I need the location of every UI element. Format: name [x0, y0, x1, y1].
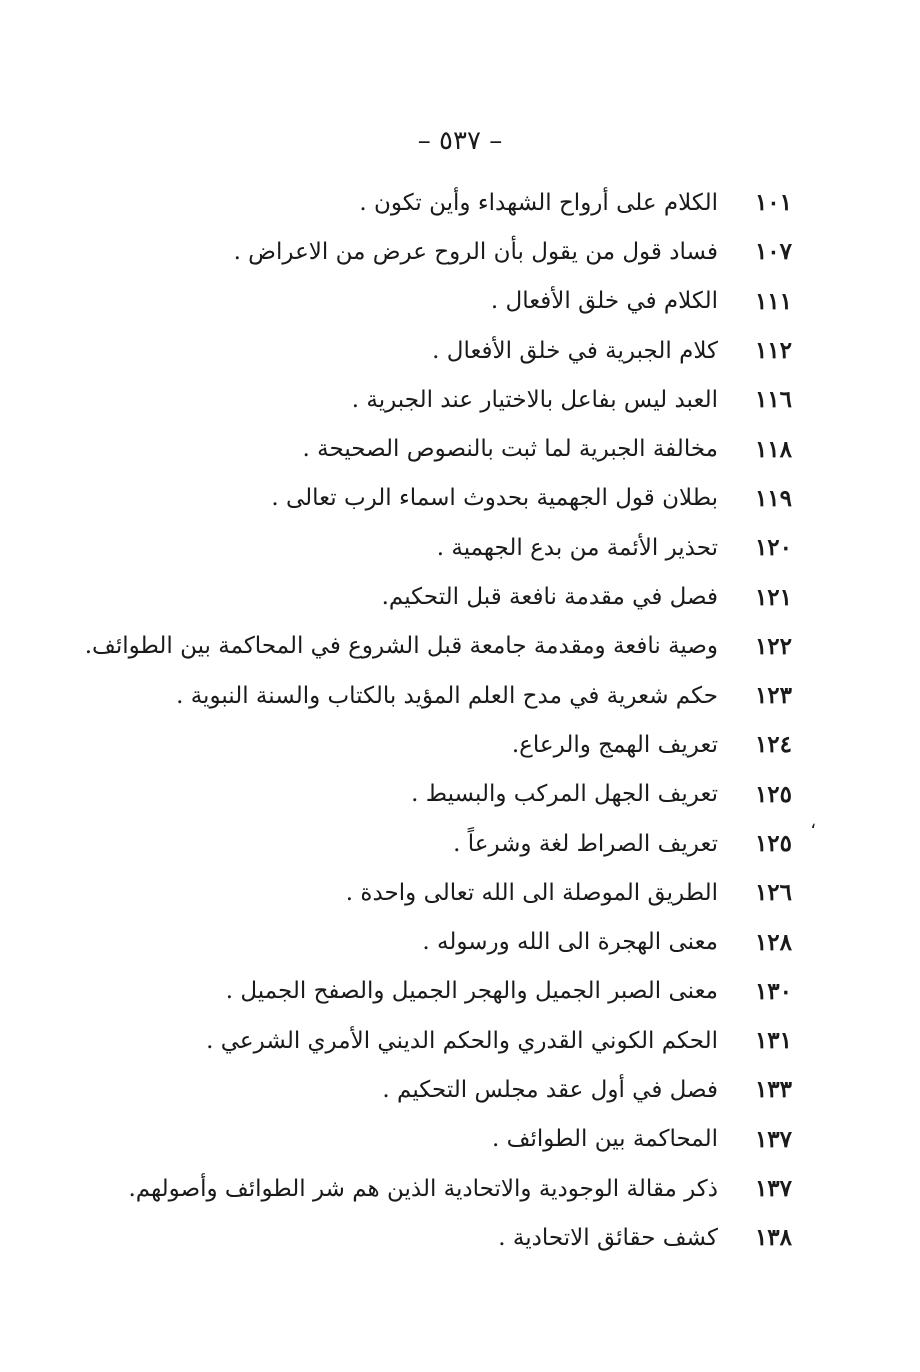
toc-row	[52, 868, 792, 917]
toc-title: تعريف الجهل المركب والبسيط .	[411, 781, 718, 808]
toc-row	[52, 523, 792, 572]
toc-page-number: ١٠٧	[754, 238, 792, 266]
toc-row	[52, 622, 792, 671]
page-number: – ٥٣٧ –	[417, 126, 503, 156]
toc-row	[52, 375, 792, 424]
toc-title: بطلان قول الجهمية بحدوث اسماء الرب تعالى .	[271, 485, 718, 512]
toc-row	[52, 917, 792, 966]
toc-title: الكلام في خلق الأفعال .	[490, 288, 718, 315]
toc-page-number: ١٢١	[754, 583, 792, 611]
toc-row	[52, 819, 792, 868]
toc-page-number: ١١٨	[754, 435, 792, 463]
toc-page-number: ١٢٠	[754, 534, 792, 562]
toc-title: معنى الهجرة الى الله ورسوله .	[422, 929, 718, 956]
toc-title: الطريق الموصلة الى الله تعالى واحدة .	[345, 879, 718, 906]
toc-title: الكلام على أرواح الشهداء وأين تكون .	[359, 189, 718, 216]
toc-page-number: ١٣٧	[754, 1125, 792, 1153]
toc-row	[52, 178, 792, 227]
toc-row	[52, 671, 792, 720]
toc-page-number: ١٣٨	[754, 1224, 792, 1252]
toc-page-number: ١١٢	[754, 337, 792, 365]
toc-title: مخالفة الجبرية لما ثبت بالنصوص الصحيحة .	[302, 436, 718, 463]
toc-title: حكم شعرية في مدح العلم المؤيد بالكتاب والسنة النبوية .	[176, 682, 718, 709]
toc-row	[52, 770, 792, 819]
table-of-contents	[52, 178, 792, 1263]
toc-title: كلام الجبرية في خلق الأفعال .	[432, 337, 718, 364]
toc-page-number: ١٣٣	[754, 1076, 792, 1104]
toc-page-number: ١٢٥	[754, 830, 792, 857]
toc-row	[52, 1213, 792, 1262]
toc-page-number: ١٣١	[754, 1027, 792, 1055]
toc-title: كشف حقائق الاتحادية .	[498, 1224, 718, 1251]
toc-title: تحذير الأئمة من بدع الجهمية .	[436, 534, 718, 561]
toc-row	[52, 1164, 792, 1213]
toc-page-number: ١٣٠	[754, 977, 792, 1005]
toc-row	[52, 1016, 792, 1065]
toc-row	[52, 572, 792, 621]
toc-page-number: ١١١	[754, 287, 792, 315]
toc-title: العبد ليس بفاعل بالاختيار عند الجبرية .	[351, 386, 718, 413]
toc-title: تعريف الصراط لغة وشرعاً .	[453, 830, 718, 857]
toc-row	[52, 720, 792, 769]
toc-title: وصية نافعة ومقدمة جامعة قبل الشروع في المحاكمة بين الطوائف.	[84, 633, 718, 660]
toc-page-number: ١٢٤	[754, 731, 792, 759]
toc-page-number: ١٢٨	[754, 928, 792, 956]
toc-page-number: ١٢٣	[754, 682, 792, 710]
toc-page-number: ١٢٦	[754, 879, 792, 907]
toc-title: ذكر مقالة الوجودية والاتحادية الذين هم شر الطوائف وأصولهم.	[128, 1175, 718, 1202]
toc-row	[52, 1065, 792, 1114]
toc-page-number: ١١٩	[754, 484, 792, 512]
toc-title: تعريف الهمج والرعاع.	[511, 731, 718, 758]
toc-page-number: ١٣٧	[754, 1175, 792, 1203]
toc-page-number: ١٢٥	[754, 780, 792, 808]
toc-page-number: ١١٦	[754, 386, 792, 414]
toc-row	[52, 227, 792, 276]
toc-row	[52, 424, 792, 473]
toc-row	[52, 277, 792, 326]
toc-row	[52, 1115, 792, 1164]
toc-title: فصل في أول عقد مجلس التحكيم .	[382, 1076, 718, 1103]
toc-title: فصل في مقدمة نافعة قبل التحكيم.	[381, 584, 718, 611]
toc-title: الحكم الكوني القدري والحكم الديني الأمري الشرعي .	[206, 1027, 718, 1054]
toc-row	[52, 326, 792, 375]
toc-page-number: ١٠١	[754, 189, 792, 217]
toc-title: المحاكمة بين الطوائف .	[492, 1126, 718, 1153]
toc-title: معنى الصبر الجميل والهجر الجميل والصفح الجميل .	[225, 978, 718, 1005]
toc-page-number: ١٢٢	[754, 632, 792, 660]
margin-mark: ،	[810, 812, 816, 833]
toc-title: فساد قول من يقول بأن الروح عرض من الاعراض .	[233, 238, 718, 265]
toc-row	[52, 474, 792, 523]
toc-row	[52, 967, 792, 1016]
